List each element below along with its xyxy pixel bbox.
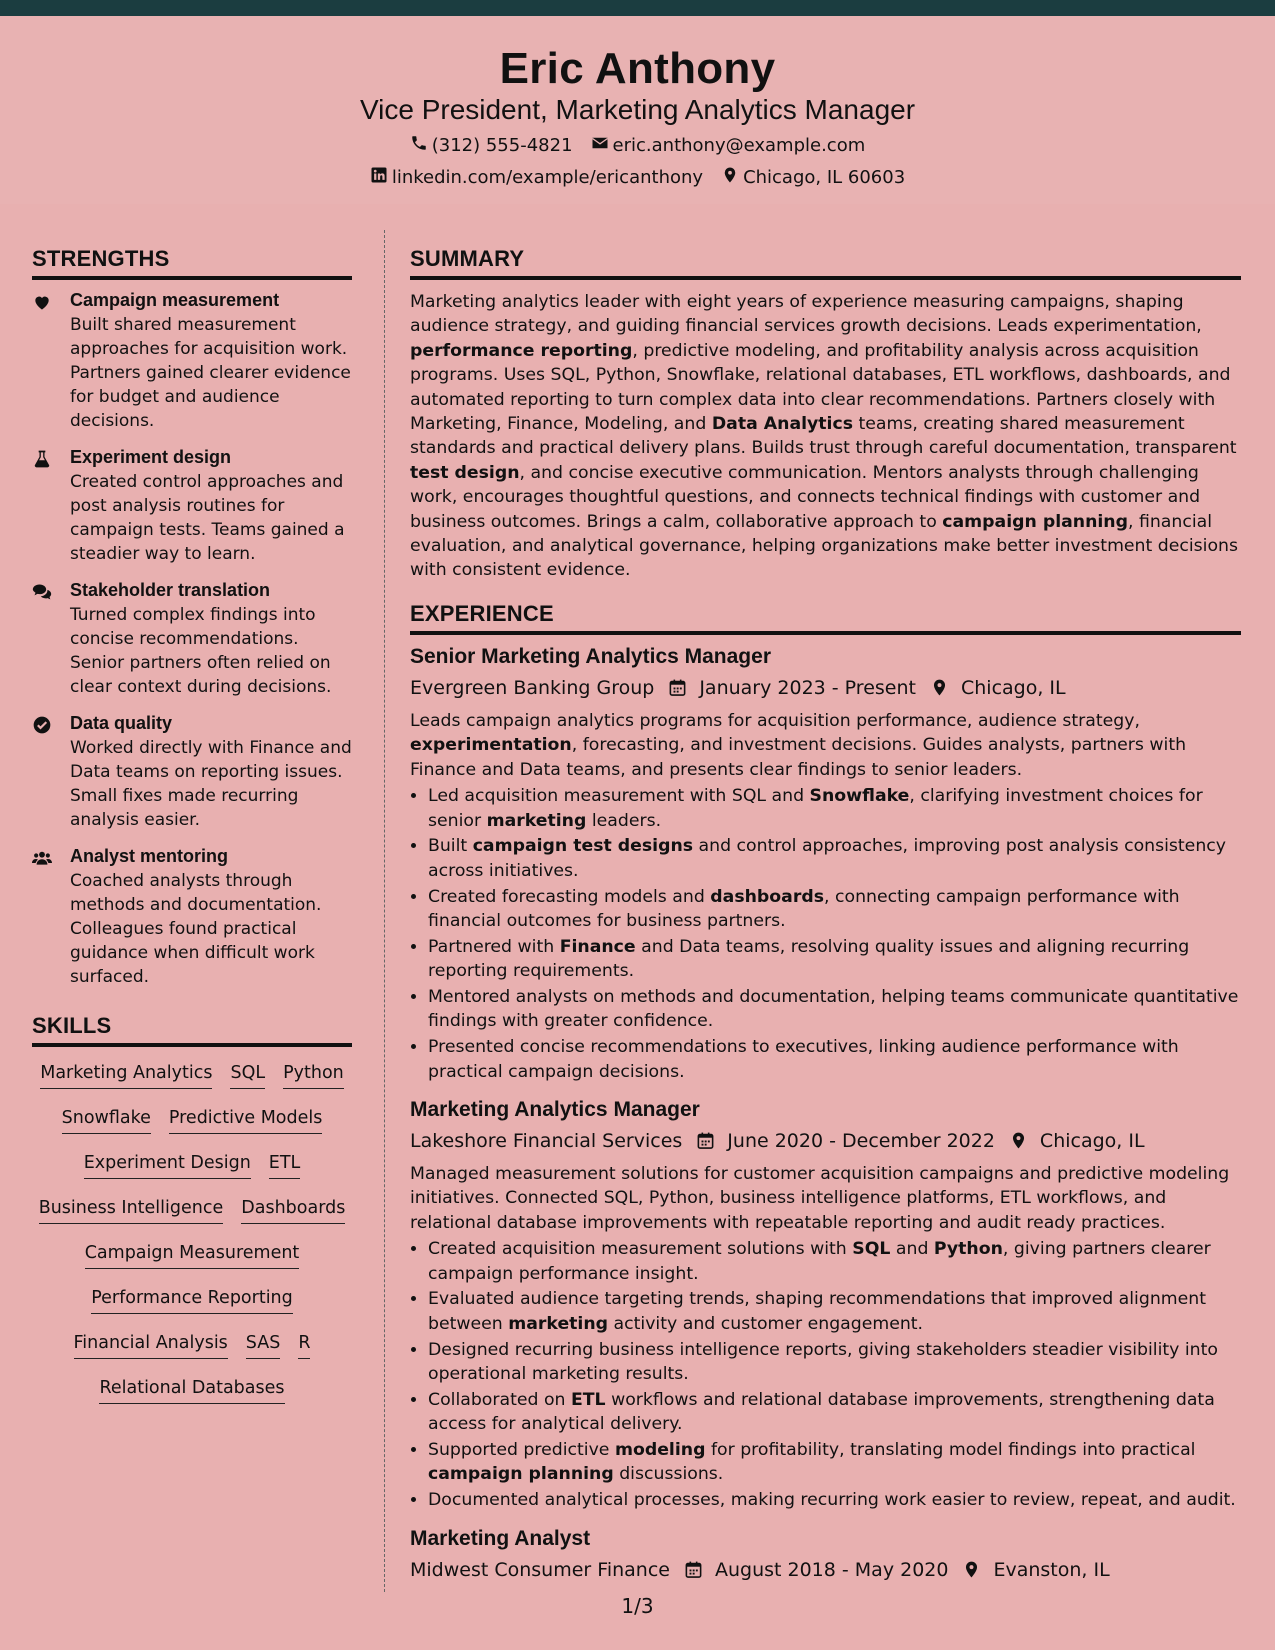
bold-text: experimentation <box>410 735 572 756</box>
skill-tag: Campaign Measurement <box>85 1241 300 1269</box>
bullet-item <box>428 1035 1241 1084</box>
job-dates: January 2023 - Present <box>699 676 916 699</box>
strength-item <box>32 713 352 832</box>
strength-body <box>70 846 352 989</box>
bullet-item <box>428 1338 1241 1387</box>
bold-text: Data Analytics <box>711 414 854 435</box>
job-location: Chicago, IL <box>960 676 1066 699</box>
experience-heading: EXPERIENCE <box>410 601 1241 635</box>
skill-tag: Financial Analysis <box>74 1331 228 1359</box>
skills-row <box>32 1286 352 1314</box>
strength-item <box>32 580 352 699</box>
text-run: Led acquisition measurement with SQL and <box>428 786 810 807</box>
bullet-item <box>428 1237 1241 1286</box>
text-run: Evaluated audience targeting trends, shaping recommendations that improved alignment between <box>428 1289 1206 1334</box>
strength-description: Worked directly with Finance and Data teams on reporting issues. Small fixes made recurring analysis easier. <box>70 738 352 830</box>
bold-text: performance reporting <box>410 340 633 361</box>
map-pin-icon <box>930 678 949 697</box>
strength-title: Analyst mentoring <box>70 846 229 866</box>
text-run: Created forecasting models and <box>428 886 711 907</box>
bold-text: dashboards <box>710 886 825 907</box>
skill-tag: SAS <box>246 1331 281 1359</box>
page-indicator: 1/3 <box>621 1594 654 1618</box>
skills-row <box>32 1061 352 1089</box>
job-dates: August 2018 - May 2020 <box>714 1558 949 1581</box>
skill-tag: SQL <box>230 1061 265 1089</box>
skill-tag: ETL <box>269 1151 301 1179</box>
text-run: Supported predictive <box>428 1439 615 1460</box>
resume-header <box>0 16 1275 204</box>
job-meta <box>410 677 1241 699</box>
job-company: Evergreen Banking Group <box>410 676 655 699</box>
strength-description: Built shared measurement approaches for acquisition work. Partners gained clearer evidence for budget and audience decisions. <box>70 315 351 431</box>
strength-item <box>32 447 352 566</box>
linkedin-icon <box>370 166 388 189</box>
strength-body <box>70 447 352 566</box>
text-run: Managed measurement solutions for customer acquisition campaigns and predictive modeling initiatives. Connected SQL, Python, business intelligence platforms, ETL workflows, and relational database improvements with repeatable reporting and audit ready practices. <box>410 1163 1230 1233</box>
job-company: Lakeshore Financial Services <box>410 1129 683 1152</box>
skill-tag: Snowflake <box>62 1106 151 1134</box>
text-run: Mentored analysts on methods and documentation, helping teams communicate quantitative findings with greater confidence. <box>428 986 1239 1032</box>
bold-text: marketing <box>486 810 587 831</box>
flask-icon <box>32 447 54 566</box>
bullet-item <box>428 1438 1241 1487</box>
email-contact[interactable] <box>591 134 866 157</box>
strength-description: Turned complex findings into concise recommendations. Senior partners often relied on clear context during decisions. <box>70 605 332 697</box>
job-description <box>410 709 1241 782</box>
job-location: Chicago, IL <box>1039 1129 1145 1152</box>
phone-icon <box>410 134 428 157</box>
contact-row-1 <box>0 134 1275 157</box>
text-run: , clarifying investment choices for senior <box>428 786 1203 831</box>
job-bullets <box>410 784 1241 1084</box>
experience-list <box>410 645 1241 1581</box>
skill-tag: Relational Databases <box>99 1376 284 1404</box>
text-run: Designed recurring business intelligence reports, giving stakeholders steadier visibility into operational marketing results. <box>428 1339 1218 1384</box>
strength-description: Coached analysts through methods and documentation. Colleagues found practical guidance when difficult work surfaced. <box>70 871 322 987</box>
bold-text: test design <box>410 462 520 483</box>
map-pin-icon <box>962 1560 981 1579</box>
text-run: , financial evaluation, and analytical governance, helping organizations make better investment decisions with consistent evidence. <box>410 511 1238 581</box>
strengths-heading: STRENGTHS <box>32 246 352 280</box>
text-run: , predictive modeling, and profitability analysis across acquisition programs. Uses SQL, Python, Snowflake, relational databases, ETL workflows, dashboards, and automated reporting to turn complex data into clear recommendations. Partners closely with Marketing, Finance, Modeling, and <box>410 340 1231 435</box>
bullet-item <box>428 885 1241 934</box>
calendar-icon <box>668 678 687 697</box>
strengths-list <box>32 290 352 989</box>
job-entry <box>410 1098 1241 1513</box>
bullet-item <box>428 1388 1241 1437</box>
candidate-name: Eric Anthony <box>499 44 776 93</box>
skill-tag: Experiment Design <box>84 1151 251 1179</box>
strength-title: Stakeholder translation <box>70 580 271 600</box>
text-run: Collaborated on <box>428 1389 571 1410</box>
skills-row <box>32 1376 352 1404</box>
comments-icon <box>32 580 54 699</box>
skills-row <box>32 1151 352 1179</box>
bold-text: Finance <box>559 936 636 957</box>
skills-heading: SKILLS <box>32 1013 352 1047</box>
text-run: Leads campaign analytics programs for acquisition performance, audience strategy, <box>410 710 1140 731</box>
job-company: Midwest Consumer Finance <box>410 1558 670 1581</box>
check-circle-icon <box>32 713 54 832</box>
strength-title: Experiment design <box>70 447 232 467</box>
strength-title: Campaign measurement <box>70 290 280 310</box>
skill-tag: Marketing Analytics <box>40 1061 212 1089</box>
summary-heading: SUMMARY <box>410 246 1241 280</box>
bold-text: campaign planning <box>942 511 1128 532</box>
job-meta <box>410 1559 1241 1581</box>
bold-text: modeling <box>614 1439 706 1460</box>
users-icon <box>32 846 54 989</box>
bullet-item <box>428 985 1241 1034</box>
text-run: Partnered with <box>428 936 560 957</box>
calendar-icon <box>684 1560 703 1579</box>
skill-tag: Performance Reporting <box>91 1286 293 1314</box>
strength-item <box>32 846 352 989</box>
text-run: Created acquisition measurement solutions with <box>428 1239 853 1260</box>
calendar-icon <box>696 1131 715 1150</box>
skills-row <box>32 1196 352 1224</box>
bold-text: Snowflake <box>809 786 910 807</box>
job-title: Marketing Analyst <box>410 1526 591 1550</box>
text-run: Built <box>428 836 473 857</box>
text-run: , and concise executive communication. Mentors analysts through challenging work, encourages thoughtful questions, and connects technical findings with customer and business outcomes. Brings a calm, collaborative approach to <box>410 462 1201 532</box>
email-text: eric.anthony@example.com <box>612 135 866 156</box>
job-location: Evanston, IL <box>993 1558 1110 1581</box>
text-run: and Data teams, resolving quality issues and aligning recurring reporting requirements. <box>428 936 1190 982</box>
job-dates: June 2020 - December 2022 <box>727 1129 995 1152</box>
strength-description: Created control approaches and post analysis routines for campaign tests. Teams gained a steadier way to learn. <box>70 472 345 564</box>
job-meta <box>410 1130 1241 1152</box>
text-run: for profitability, translating model findings into practical <box>705 1439 1196 1460</box>
bold-text: SQL <box>852 1239 891 1260</box>
job-bullets <box>410 1237 1241 1512</box>
skill-tag: R <box>298 1331 310 1359</box>
skill-tag: Dashboards <box>241 1196 345 1224</box>
map-pin-icon <box>721 166 739 189</box>
strength-item <box>32 290 352 433</box>
text-run: Documented analytical processes, making recurring work easier to review, repeat, and audit. <box>428 1490 1236 1511</box>
text-run: , giving partners clearer campaign performance insight. <box>428 1239 1211 1284</box>
right-column <box>410 230 1241 1591</box>
column-divider <box>384 230 385 1592</box>
bold-text: Python <box>933 1239 1003 1260</box>
text-run: and control approaches, improving post analysis consistency across initiatives. <box>428 836 1226 881</box>
contact-row-2 <box>0 166 1275 189</box>
text-run: , forecasting, and investment decisions. Guides analysts, partners with Finance and Data teams, and presents clear findings to senior leaders. <box>410 735 1187 780</box>
skills-list <box>32 1057 352 1404</box>
bold-text: ETL <box>570 1389 606 1410</box>
map-pin-icon <box>1009 1131 1028 1150</box>
skill-tag: Business Intelligence <box>39 1196 224 1224</box>
strength-body <box>70 290 352 433</box>
candidate-title: Vice President, Marketing Analytics Manager <box>359 94 916 125</box>
bullet-item <box>428 935 1241 984</box>
text-run: activity and customer engagement. <box>608 1313 924 1334</box>
text-run: Marketing analytics leader with eight years of experience measuring campaigns, shaping audience strategy, and guiding financial services growth decisions. Leads experimentation, <box>410 292 1202 337</box>
bold-text: campaign planning <box>428 1464 614 1485</box>
text-run: leaders. <box>586 810 662 831</box>
job-title: Marketing Analytics Manager <box>410 1097 700 1121</box>
envelope-icon <box>591 134 609 157</box>
summary-text <box>410 290 1241 583</box>
location-contact <box>721 166 905 189</box>
location-text: Chicago, IL 60603 <box>743 167 906 188</box>
skills-row <box>32 1331 352 1359</box>
bullet-item <box>428 784 1241 833</box>
text-run: and <box>890 1239 934 1260</box>
text-run: teams, creating shared measurement standards and practical delivery plans. Builds trust through careful documentation, transparent <box>410 414 1237 459</box>
phone-text: (312) 555-4821 <box>431 135 573 156</box>
bullet-item <box>428 1488 1241 1512</box>
job-entry <box>410 645 1241 1084</box>
strength-title: Data quality <box>70 713 173 733</box>
job-title: Senior Marketing Analytics Manager <box>410 644 771 668</box>
text-run: workflows and relational database improvements, strengthening data access for analytical delivery. <box>428 1389 1215 1435</box>
linkedin-text: linkedin.com/example/ericanthony <box>391 167 704 188</box>
text-run: , connecting campaign performance with financial outcomes for business partners. <box>428 886 1180 931</box>
text-run: discussions. <box>613 1464 724 1485</box>
strength-body <box>70 580 352 699</box>
left-column <box>32 230 352 1421</box>
skills-row <box>32 1106 352 1134</box>
job-description <box>410 1162 1241 1235</box>
top-accent-bar <box>0 0 1275 16</box>
heart-icon <box>32 290 54 433</box>
phone-contact[interactable] <box>410 134 573 157</box>
skills-row <box>32 1241 352 1269</box>
job-entry <box>410 1527 1241 1581</box>
bold-text: marketing <box>508 1313 609 1334</box>
linkedin-contact[interactable] <box>370 166 703 189</box>
bullet-item <box>428 834 1241 883</box>
skill-tag: Python <box>283 1061 344 1089</box>
skill-tag: Predictive Models <box>169 1106 322 1134</box>
strength-body <box>70 713 352 832</box>
text-run: Presented concise recommendations to executives, linking audience performance with practical campaign decisions. <box>428 1037 1179 1082</box>
bold-text: campaign test designs <box>472 836 694 857</box>
bullet-item <box>428 1287 1241 1336</box>
